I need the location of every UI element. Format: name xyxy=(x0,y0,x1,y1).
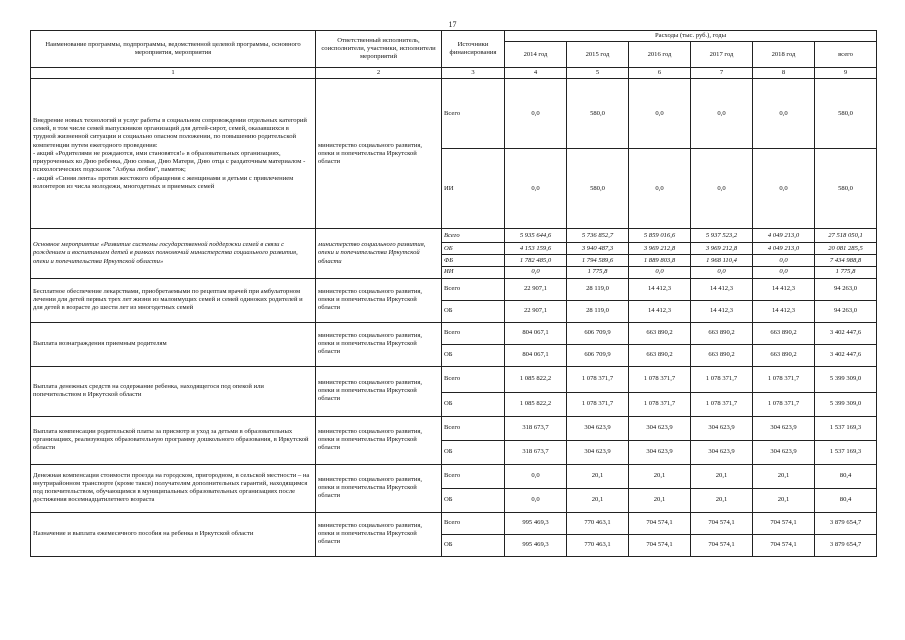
year-value: 770 463,1 xyxy=(567,512,629,534)
year-value: 0,0 xyxy=(505,267,567,278)
table-row xyxy=(31,366,877,392)
funding-source: ОБ xyxy=(442,440,505,464)
year-value: 704 574,1 xyxy=(753,512,815,534)
program-name-line: Бесплатное обеспечение лекарствами, приобретаемыми по рецептам врачей при амбулаторном лечении для детей первых трех лет жизни из малоимущих семей и семей одиноких родителей и для детей в возрасте до шести лет из многодетных семей xyxy=(33,287,303,312)
year-value: 663 890,2 xyxy=(629,344,691,366)
year-value: 5 935 644,6 xyxy=(505,229,567,243)
year-value: 0,0 xyxy=(505,149,567,229)
year-value: 804 067,1 xyxy=(505,344,567,366)
program-name-line: Назначение и выплата ежемесячного пособия на ребенка в Иркутской области xyxy=(33,530,254,538)
year-value: 5 736 852,7 xyxy=(567,229,629,243)
year-value: 28 119,0 xyxy=(567,278,629,300)
year-value: 1 889 803,8 xyxy=(629,255,691,267)
year-value: 580,0 xyxy=(567,79,629,149)
year-value: 1 078 371,7 xyxy=(567,366,629,392)
funding-source: ИИ xyxy=(442,149,505,229)
column-number: 5 xyxy=(567,68,629,79)
year-value: 14 412,3 xyxy=(629,278,691,300)
year-value: 1 078 371,7 xyxy=(691,366,753,392)
program-name-line: Денежная компенсация стоимости проезда на городском, пригородном, в сельской местности – на внутрирайонном транспорте (кроме такси) получателям дополнительных гарантий, находящимся под попечительством, обучающимся в муниципальных образовательных организациях после достижения восемнадцатилетнего возраста xyxy=(33,471,310,504)
program-name-line: - акций «Синяя лента» против жестокого обращения с женщинами и детьми с привлечением волонтеров из числа молодежи, многодетных и приемных семей xyxy=(33,174,294,190)
table-row xyxy=(31,79,877,149)
total-value: 27 518 050,1 xyxy=(815,229,877,243)
executor: министерство социального развития, опеки и попечительства Иркутской области xyxy=(316,416,442,464)
year-value: 20,1 xyxy=(753,464,815,488)
total-value: 580,0 xyxy=(815,149,877,229)
column-number: 1 xyxy=(31,68,316,79)
column-number: 8 xyxy=(753,68,815,79)
total-value: 94 263,0 xyxy=(815,278,877,300)
year-value: 318 673,7 xyxy=(505,440,567,464)
executor: министерство социального развития, опеки и попечительства Иркутской области xyxy=(316,229,442,278)
header-year: 2018 год xyxy=(753,42,815,68)
funding-source: ОБ xyxy=(442,392,505,416)
table-row xyxy=(31,464,877,488)
year-value: 304 623,9 xyxy=(691,440,753,464)
year-value: 22 907,1 xyxy=(505,300,567,322)
year-value: 28 119,0 xyxy=(567,300,629,322)
funding-source: Всего xyxy=(442,416,505,440)
year-value: 663 890,2 xyxy=(753,344,815,366)
header-year: 2016 год xyxy=(629,42,691,68)
program-name xyxy=(31,512,316,556)
program-name xyxy=(31,464,316,512)
year-value: 1 775,8 xyxy=(567,267,629,278)
year-value: 5 937 523,2 xyxy=(691,229,753,243)
funding-source: ФБ xyxy=(442,255,505,267)
funding-source: Всего xyxy=(442,512,505,534)
year-value: 20,1 xyxy=(753,488,815,512)
funding-source: Всего xyxy=(442,464,505,488)
year-value: 14 412,3 xyxy=(753,300,815,322)
program-name xyxy=(31,278,316,322)
year-value: 0,0 xyxy=(753,255,815,267)
funding-source: Всего xyxy=(442,366,505,392)
year-value: 1 078 371,7 xyxy=(629,366,691,392)
executor: министерство социального развития, опеки и попечительства Иркутской области xyxy=(316,79,442,229)
year-value: 995 469,3 xyxy=(505,512,567,534)
year-value: 1 078 371,7 xyxy=(629,392,691,416)
column-number: 7 xyxy=(691,68,753,79)
header-year: 2014 год xyxy=(505,42,567,68)
year-value: 0,0 xyxy=(753,79,815,149)
total-value: 1 775,8 xyxy=(815,267,877,278)
year-value: 14 412,3 xyxy=(691,300,753,322)
year-value: 1 968 110,4 xyxy=(691,255,753,267)
executor: министерство социального развития, опеки и попечительства Иркутской области xyxy=(316,512,442,556)
total-value: 3 879 654,7 xyxy=(815,512,877,534)
table-row xyxy=(31,322,877,344)
year-value: 1 078 371,7 xyxy=(567,392,629,416)
year-value: 704 574,1 xyxy=(629,534,691,556)
year-value: 580,0 xyxy=(567,149,629,229)
year-value: 606 709,9 xyxy=(567,344,629,366)
year-value: 20,1 xyxy=(691,488,753,512)
year-value: 4 049 213,0 xyxy=(753,243,815,255)
funding-source: ОБ xyxy=(442,243,505,255)
total-value: 7 434 988,8 xyxy=(815,255,877,267)
total-value: 1 537 169,3 xyxy=(815,440,877,464)
year-value: 0,0 xyxy=(505,488,567,512)
year-value: 704 574,1 xyxy=(691,534,753,556)
year-value: 0,0 xyxy=(753,267,815,278)
year-value: 5 859 016,6 xyxy=(629,229,691,243)
year-value: 20,1 xyxy=(629,488,691,512)
year-value: 14 412,3 xyxy=(753,278,815,300)
year-value: 22 907,1 xyxy=(505,278,567,300)
year-value: 1 085 822,2 xyxy=(505,392,567,416)
header-expenses: Расходы (тыс. руб.), годы xyxy=(505,31,877,42)
column-number: 3 xyxy=(442,68,505,79)
header-name: Наименование программы, подпрограммы, ведомственной целевой программы, основного мероприятия, мероприятия xyxy=(31,31,316,68)
year-value: 4 153 159,6 xyxy=(505,243,567,255)
funding-source: Всего xyxy=(442,322,505,344)
year-value: 704 574,1 xyxy=(753,534,815,556)
year-value: 663 890,2 xyxy=(753,322,815,344)
year-value: 304 623,9 xyxy=(691,416,753,440)
year-value: 304 623,9 xyxy=(567,416,629,440)
year-value: 0,0 xyxy=(691,149,753,229)
funding-source: Всего xyxy=(442,278,505,300)
year-value: 14 412,3 xyxy=(629,300,691,322)
funding-source: Всего xyxy=(442,79,505,149)
year-value: 1 078 371,7 xyxy=(753,392,815,416)
total-value: 94 263,0 xyxy=(815,300,877,322)
total-value: 3 402 447,6 xyxy=(815,344,877,366)
total-value: 20 081 285,5 xyxy=(815,243,877,255)
total-value: 80,4 xyxy=(815,488,877,512)
header-total: всего xyxy=(815,42,877,68)
year-value: 0,0 xyxy=(505,79,567,149)
year-value: 0,0 xyxy=(629,267,691,278)
table-row xyxy=(31,512,877,534)
year-value: 3 940 487,3 xyxy=(567,243,629,255)
header-source: Источники финансирования xyxy=(442,31,505,68)
table-row xyxy=(31,278,877,300)
year-value: 995 469,3 xyxy=(505,534,567,556)
year-value: 704 574,1 xyxy=(691,512,753,534)
funding-source: ОБ xyxy=(442,300,505,322)
year-value: 704 574,1 xyxy=(629,512,691,534)
year-value: 1 794 589,6 xyxy=(567,255,629,267)
year-value: 318 673,7 xyxy=(505,416,567,440)
budget-table xyxy=(30,30,877,557)
year-value: 14 412,3 xyxy=(691,278,753,300)
header-executor: Ответственный исполнитель, соисполнители, участники, исполнители мероприятий xyxy=(316,31,442,68)
program-name-line: Выплата компенсации родительской платы за присмотр и уход за детьми в образовательных организациях, реализующих образовательную программу дошкольного образования, в Иркутской области xyxy=(33,427,309,452)
year-value: 20,1 xyxy=(567,464,629,488)
funding-source: ИИ xyxy=(442,267,505,278)
year-value: 0,0 xyxy=(691,79,753,149)
program-name xyxy=(31,416,316,464)
program-name-line: Основное мероприятие «Развитие системы государственной поддержки семей в связи с рождением и воспитанием детей в рамках полномочий министерства социального развития, опеки и попечительства Иркутской области» xyxy=(33,241,298,265)
year-value: 304 623,9 xyxy=(753,416,815,440)
year-value: 1 782 485,0 xyxy=(505,255,567,267)
year-value: 0,0 xyxy=(629,79,691,149)
page-number: 17 xyxy=(448,20,457,29)
program-name-line: - акций «Родителями не рождаются, ими становятся!» в образовательных организациях, приуроченных ко Дню ребенка, Дню семьи, Дню Матери, Дню отца с раздаточным материалом - психологических подсказок "Азбука любви", памяток; xyxy=(33,149,306,174)
year-value: 606 709,9 xyxy=(567,322,629,344)
year-value: 4 049 213,0 xyxy=(753,229,815,243)
year-value: 1 085 822,2 xyxy=(505,366,567,392)
year-value: 663 890,2 xyxy=(629,322,691,344)
year-value: 20,1 xyxy=(629,464,691,488)
year-value: 0,0 xyxy=(753,149,815,229)
year-value: 20,1 xyxy=(691,464,753,488)
executor: министерство социального развития, опеки и попечительства Иркутской области xyxy=(316,278,442,322)
column-number: 9 xyxy=(815,68,877,79)
total-value: 80,4 xyxy=(815,464,877,488)
total-value: 5 399 309,0 xyxy=(815,366,877,392)
column-number: 2 xyxy=(316,68,442,79)
funding-source: ОБ xyxy=(442,534,505,556)
year-value: 0,0 xyxy=(691,267,753,278)
executor: министерство социального развития, опеки и попечительства Иркутской области xyxy=(316,322,442,366)
year-value: 20,1 xyxy=(567,488,629,512)
year-value: 663 890,2 xyxy=(691,322,753,344)
funding-source: Всего xyxy=(442,229,505,243)
table-row xyxy=(31,416,877,440)
total-value: 5 399 309,0 xyxy=(815,392,877,416)
program-name xyxy=(31,229,316,278)
table-body xyxy=(31,79,877,556)
total-value: 3 879 654,7 xyxy=(815,534,877,556)
program-name xyxy=(31,79,316,229)
program-name xyxy=(31,322,316,366)
header-year: 2015 год xyxy=(567,42,629,68)
total-value: 1 537 169,3 xyxy=(815,416,877,440)
year-value: 0,0 xyxy=(505,464,567,488)
executor: министерство социального развития, опеки и попечительства Иркутской области xyxy=(316,366,442,416)
year-value: 304 623,9 xyxy=(567,440,629,464)
table-row xyxy=(31,229,877,243)
program-name-line: Выплата вознаграждения приемным родителям xyxy=(33,340,167,348)
year-value: 1 078 371,7 xyxy=(691,392,753,416)
year-value: 304 623,9 xyxy=(629,416,691,440)
year-value: 304 623,9 xyxy=(753,440,815,464)
program-name xyxy=(31,366,316,416)
year-value: 0,0 xyxy=(629,149,691,229)
header-year: 2017 год xyxy=(691,42,753,68)
year-value: 770 463,1 xyxy=(567,534,629,556)
total-value: 3 402 447,6 xyxy=(815,322,877,344)
year-value: 804 067,1 xyxy=(505,322,567,344)
program-name-line: Внедрение новых технологий и услуг работы в социальном сопровождении отдельных категорий семей, в том числе семей выпускников организаций для детей-сирот, семей, оказавшихся в трудной жизненной ситуации и социально опасном положении, по повышению родительской компетенции путем ежегодного проведения: xyxy=(33,116,307,149)
year-value: 3 969 212,8 xyxy=(629,243,691,255)
column-number: 6 xyxy=(629,68,691,79)
year-value: 304 623,9 xyxy=(629,440,691,464)
year-value: 3 969 212,8 xyxy=(691,243,753,255)
program-name-line: Выплата денежных средств на содержание ребенка, находящегося под опекой или попечительством в Иркутской области xyxy=(33,382,264,399)
funding-source: ОБ xyxy=(442,344,505,366)
funding-source: ОБ xyxy=(442,488,505,512)
year-value: 663 890,2 xyxy=(691,344,753,366)
total-value: 580,0 xyxy=(815,79,877,149)
year-value: 1 078 371,7 xyxy=(753,366,815,392)
column-number: 4 xyxy=(505,68,567,79)
executor: министерство социального развития, опеки и попечительства Иркутской области xyxy=(316,464,442,512)
